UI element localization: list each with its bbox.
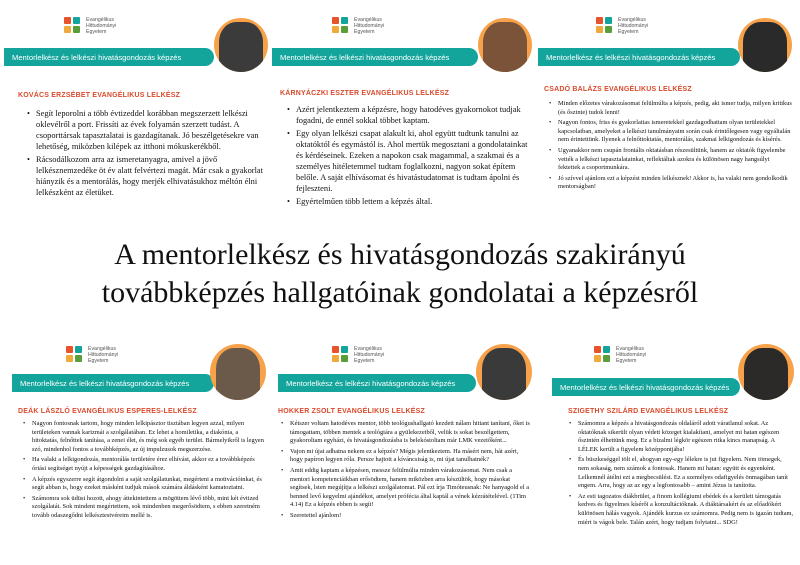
list-item: • Jó szívvel ajánlom ezt a képzést minden lelkésznek! Akkor is, ha valaki nem gondolkodik mentorságban! xyxy=(548,175,792,192)
testimonial-card-2 xyxy=(272,4,534,230)
testimonial-card-6 xyxy=(538,332,796,562)
list-item: • Az esti tagozatos diákbrület, a finom kollégiumi ebédek és a kerületi támogatás kedves és figyelmes kísérői a konzultációknak. A diáktársakért és az előadókért különösen hálás vagyok. Ajándék kurzus ez számomra. Pedig nem is igazán tudtam, miért is vágok bele. Talán azért, hogy tudjam folytatni... SDG! xyxy=(568,493,794,527)
testimonial-card-4 xyxy=(4,332,268,562)
speaker-name: CSADÓ BALÁZS EVANGÉLIKUS LELKÉSZ xyxy=(544,86,692,93)
list-item: • És büszkeséggel tölt el, ahogyan egy-egy lélekre is jut figyelem. Nem tömegek, nem sokaság, nem számok a fontosak. Hanem mi hatan: együtt és egyenként. Lelkemnél átélni ezt a megbecsülést. Ez a személyes odafigyelés önmagában tanít engem. Arra, hogy az az egy a legfontosabb – amint Jézus is tanította. xyxy=(568,456,794,490)
headline-line-2: továbbképzés hallgatóinak gondolatai a képzésről xyxy=(101,276,699,309)
list-item: • Nagyon fontos, friss és gyakorlatias ismeretekkel gazdagodhattam olyan területekkel kapcsolatban, amelyeket a lelkészi tanulmányaim során csak érintőlegesen vagy egyáltalán nem érintettünk. Ilyenek a felnőttoktatás, mentorálás, szakmai lelkigondozás és kísérés. xyxy=(548,119,792,145)
portrait-photo xyxy=(738,344,794,400)
speaker-name: HOKKER ZSOLT EVANGÉLIKUS LELKÉSZ xyxy=(278,408,425,415)
list-item: • Kétszer voltam hatodéves mentor, több teológushallgató kezdett nálam hittant tanítani, őket is támogattam, többen mentek a teológiára a gyülekezetből, velük is sokat beszélgettem, gyakoroltam egyházi, és hivatásgondozásba is belekóstoltam már LMK vezetőként... xyxy=(280,420,532,446)
university-logo: Evangélikus Hittudományi Egyetem xyxy=(594,346,646,364)
logo-mark-icon xyxy=(594,346,612,364)
list-item: • Egyértelműen több lettem a képzés által. xyxy=(286,196,530,207)
list-item: • Számomra a képzés a hivatásgondozás oldaláról adott váratlanul sokat. Az oktatóknak sikerült olyan védett közeget kialakítani, amelyet mi hatan egészen őszintén élhettünk meg. Ez a bizalmi légkör egészen ritka kincs manapság. A LÉLEK került a figyelem középpontjába! xyxy=(568,420,794,454)
list-item: • Vajon mi újat adhatna nekem ez a képzés? Mégis jelentkeztem. Ha másért nem, hát azért, hogy papíron legyen róla. Persze hajtott a kíváncsiság is, mi újat tanulhatnék? xyxy=(280,448,532,465)
list-item: • Szeretettel ajánlom! xyxy=(280,512,532,521)
university-logo: Evangélikus Hittudományi Egyetem xyxy=(64,17,116,35)
university-logo: Evangélikus Hittudományi Egyetem xyxy=(332,346,384,364)
speaker-name: KOVÁCS ERZSÉBET EVANGÉLIKUS LELKÉSZ xyxy=(18,92,181,99)
portrait-photo xyxy=(476,344,532,400)
program-banner: Mentorlelkész és lelkészi hivatásgondozás képzés xyxy=(12,374,214,392)
speaker-name: KÁRNYÁCZKI ESZTER EVANGÉLIKUS LELKÉSZ xyxy=(280,90,450,97)
logo-mark-icon xyxy=(332,346,350,364)
list-item: • Számomra sok üdüst hozott, ahogy áttekintettem a mögöttem lévő több, mint két évtized szolgálatát. Sok mindent megértettem, sok mindenben megerősödtem, s ebben szeretném tovább odaszegődni lelkésztestvéreim mellé is. xyxy=(22,495,264,521)
logo-mark-icon xyxy=(332,17,350,35)
program-banner: Mentorlelkész és lelkészi hivatásgondozás képzés xyxy=(552,378,740,396)
university-logo: Evangélikus Hittudományi Egyetem xyxy=(66,346,118,364)
testimonial-card-1 xyxy=(4,4,268,230)
testimonial-list xyxy=(568,420,794,529)
testimonial-list xyxy=(22,420,264,523)
program-banner: Mentorlelkész és lelkészi hivatásgondozás képzés xyxy=(4,48,214,66)
list-item: • Nagyon fontosnak tartom, hogy minden lelkipásztor tisztában legyen azzal, milyen területeken vannak karizmái a szolgálatában. Ez lehet a homiletika, a diakónia, a hitoktatás, felnőttek tanítása, a zenei élet, és még sok egyéb terület. Bármelyikről is legyen szó, mindenhol fontos a továbbképzés, az új impulzusok megszerzése. xyxy=(22,420,264,454)
portrait-photo xyxy=(210,344,266,400)
testimonial-list xyxy=(286,104,530,209)
university-logo: Evangélikus Hittudományi Egyetem xyxy=(596,17,648,35)
portrait-photo xyxy=(214,18,268,72)
page-headline xyxy=(0,236,800,312)
testimonial-card-5 xyxy=(272,332,534,562)
list-item: • Ugyanakkor nem csupán frontális oktatásban részesültünk, hanem az oktatók figyelembe vették a lelkészi tapasztalatainkat, reflektáltak azokra és különösen nagy hangsúlyt fektettek a csoportmunkára. xyxy=(548,147,792,173)
portrait-photo xyxy=(738,18,792,72)
logo-mark-icon xyxy=(64,17,82,35)
program-banner: Mentorlelkész és lelkészi hivatásgondozás képzés xyxy=(538,48,740,66)
list-item: • Minden előzetes várakozásomat felülmúlta a képzés, pedig, aki ismer tudja, milyen kritikus (és őszinte) tudok lenni! xyxy=(548,100,792,117)
list-item: • A képzés egyszerre segít átgondolni a saját szolgálatunkat, megérteni a motivációinkat, és segít abban is, hogy ezeket másként tudjuk mások számára áldásként kamatoztatni. xyxy=(22,476,264,493)
program-banner: Mentorlelkész és lelkészi hivatásgondozás képzés xyxy=(272,48,478,66)
list-item: • Rácsodálkozom arra az ismeretanyagra, amivel a jövő lelkésznemzedéke öt év alatt felvértezi magát. Már csak a gyakorlat hiányzik és a mentorálás, hogy merjék elhivatásukhoz méltón élni lelkészként az életüket. xyxy=(26,154,266,198)
list-item: • Segít leporolni a több évtizeddel korábban megszerzett lelkészi oklevélről a port. Frissíti az évek folyamán szerzett tudást. A csoporttársak tapasztalatai is gazdagítanak. Jó beszélgetésekre van lehetőség, miközben kilépek az itthoni mókuskerékből. xyxy=(26,108,266,152)
testimonial-list xyxy=(26,108,266,200)
speaker-name: SZIGETHY SZILÁRD EVANGÉLIKUS LELKÉSZ xyxy=(568,408,729,415)
logo-mark-icon xyxy=(596,17,614,35)
testimonial-list xyxy=(548,100,792,194)
portrait-photo xyxy=(478,18,532,72)
list-item: • Amit eddig kaptam a képzésen, messze felülmúlta minden várakozásomat. Nem csak a mentori kompetenciáikban erősödtem, hanem miközben arra készültök, hogy másokat segítsek, lsten megújítja a lelkészi szolgálatomat. Pál ezt írja Timóteusnak: Ne hanyagold el a benned levő kegyelmi ajándékot, amelyet prófécia által kaptál a vének kézrátételével. (1Tim 4.14) Ez a képzés ebben is segít! xyxy=(280,467,532,510)
university-logo: Evangélikus Hittudományi Egyetem xyxy=(332,17,384,35)
program-banner: Mentorlelkész és lelkészi hivatásgondozás képzés xyxy=(278,374,476,392)
speaker-name: DEÁK LÁSZLÓ EVANGÉLIKUS ESPERES-LELKÉSZ xyxy=(18,408,197,415)
list-item: • Ha valaki a lelkigondozás, mentorálás területére érez elhívást, akkor ez a továbbképzés óriási segítséget nyújt a képességek gazdagításához. xyxy=(22,456,264,473)
logo-mark-icon xyxy=(66,346,84,364)
list-item: • Egy olyan lelkészi csapat alakult ki, ahol együtt tudtunk tanulni az oktatóktól és egymástól is. Ahol mertük megosztani a gondolatainkat és kérdéseinek. Ezeken a napokon csak magammal, a szakmai és a személyes hitéletemmel tudtam foglalkozni, nagyon sokat építem belőle. A saját elhívásomat és hivatástudatomat is tudtam ápolni és fejleszteni. xyxy=(286,128,530,194)
testimonial-list xyxy=(280,420,532,523)
list-item: • Azért jelentkeztem a képzésre, hogy hatodéves gyakornokot tudjak fogadni, de ennél sokkal többet kaptam. xyxy=(286,104,530,126)
headline-line-1: A mentorlelkész és hivatásgondozás szakirányú xyxy=(114,238,686,271)
testimonial-card-3 xyxy=(538,4,796,230)
